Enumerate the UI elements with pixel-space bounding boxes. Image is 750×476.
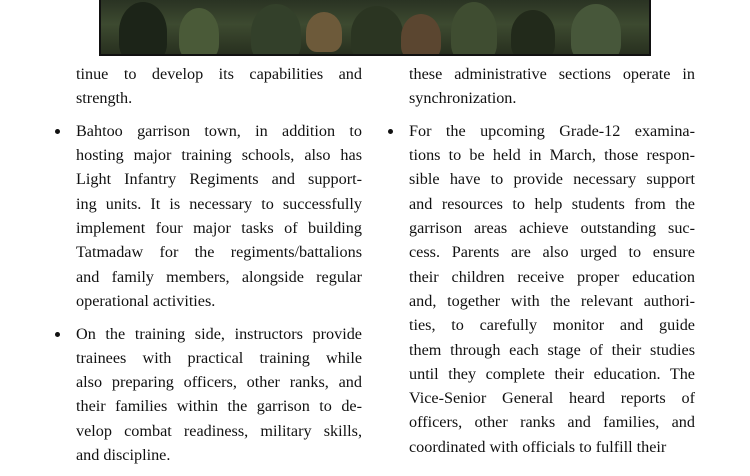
text-line: operational activities. [76,291,216,310]
photo-figure [351,6,403,56]
text-line: Tatmadaw for the regiments/battalions [76,243,362,262]
text-line: tinue to develop its capabilities and [76,65,362,83]
bullet-paragraph [76,322,362,468]
text-line: until they complete their education. The [409,364,695,383]
photo-figure [119,2,167,56]
text-line: tions to be held in March, those respon- [409,146,695,165]
text-line: Light Infantry Regiments and support- [76,170,362,189]
left-column [76,62,362,476]
text-line: Bahtoo garrison town, in addition to [76,121,362,140]
text-line: sible have to provide necessary support [409,170,695,189]
text-line: Vice-Senior General heard reports of [409,389,695,408]
photo-figure [401,14,441,56]
text-line: For the upcoming Grade-12 examina- [409,121,695,140]
right-column [409,62,695,467]
text-line: and family members, alongside regular [76,267,362,286]
paragraph [76,62,362,111]
text-line: On the training side, instructors provide [76,324,362,343]
text-line: cess. Parents are also urged to ensure [409,243,695,262]
text-line: garrison areas achieve outstanding suc- [409,219,695,238]
text-line: also preparing officers, other ranks, and [76,373,362,392]
text-line: synchronization. [409,89,517,108]
photo-banner [99,0,651,56]
text-line: officers, other ranks and families, and [409,413,695,432]
text-line: trainees with practical training while [76,348,362,367]
bullet-paragraph [76,119,362,313]
photo-figure [306,12,342,52]
text-line: ing units. It is necessary to successfully [76,194,362,213]
text-line: their families within the garrison to de- [76,397,362,416]
text-line: and discipline. [76,446,171,465]
text-line: velop combat readiness, military skills, [76,421,362,440]
bullet-paragraph [409,119,695,459]
text-line: them through each stage of their studies [409,340,695,359]
text-line: hosting major training schools, also has [76,146,362,165]
photo-figure [451,2,497,56]
text-line: strength. [76,89,133,108]
text-line: ties, to carefully monitor and guide [409,316,695,335]
paragraph [409,62,695,111]
photo-figure [179,8,219,56]
photo-figure [251,4,301,56]
photo-figure [511,10,555,56]
text-line: coordinated with officials to fulfill their [409,437,667,456]
text-line: these administrative sections operate in [409,65,695,83]
text-line: implement four major tasks of building [76,219,362,238]
text-line: and resources to help students from the [409,194,695,213]
text-line: their children receive proper education [409,267,695,286]
photo-figure [571,4,621,56]
text-line: and, together with the relevant authori- [409,291,695,310]
